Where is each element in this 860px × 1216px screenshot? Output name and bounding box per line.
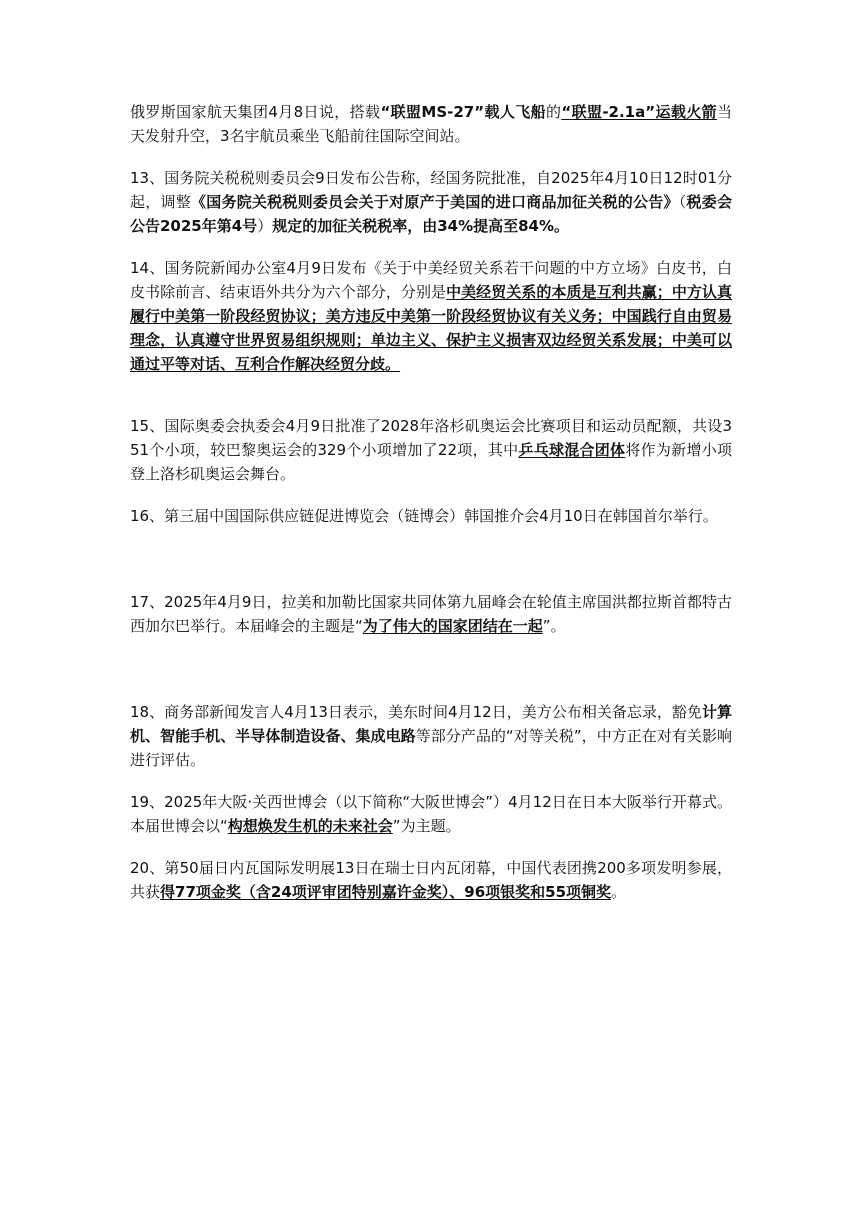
text-run: 乒乓球混合团体 — [518, 441, 626, 459]
text-run: 的 — [545, 103, 562, 121]
text-run: ”。 — [542, 617, 566, 635]
paragraph-17-celac-summit — [130, 590, 732, 638]
paragraph-18-tariff-exemption — [130, 700, 732, 772]
text-run: 20、第50届日内瓦国际发明展13日在瑞士日内瓦闭幕，中国代表团携200多项发明参展，共获 — [130, 859, 732, 901]
paragraph-soyuz — [130, 100, 732, 148]
text-run: ”为主题。 — [392, 817, 461, 835]
paragraph-19-osaka-expo — [130, 790, 732, 838]
text-run: ） — [257, 217, 273, 235]
text-run: 将作为新增小项登上洛杉矶奥运会舞台。 — [130, 441, 732, 483]
text-run: 构想焕发生机的未来社会 — [227, 817, 393, 835]
text-run: 为了伟大的国家团结在一起 — [362, 617, 543, 635]
paragraph-20-geneva-inventions — [130, 856, 732, 904]
text-run: 俄罗斯国家航天集团4月8日说，搭载 — [130, 103, 381, 121]
document-body — [130, 100, 732, 904]
paragraph-13-tariff-notice — [130, 166, 732, 238]
text-run: 得77项金奖（含24项评审团特别嘉许金奖）、96项银奖和55项铜奖 — [160, 883, 612, 901]
text-run: “联盟-2.1a”运载火箭 — [561, 103, 717, 121]
text-run: 等部分产品的“对等关税”，中方正在对有关影响进行评估。 — [130, 727, 732, 769]
text-run: “联盟MS-27”载人飞船 — [380, 103, 546, 121]
text-run: 。 — [611, 883, 627, 901]
text-run: 17、2025年4月9日，拉美和加勒比国家共同体第九届峰会在轮值主席国洪都拉斯首都特古西加尔巴举行。本届峰会的主题是“ — [130, 593, 732, 635]
text-run: （ — [678, 193, 687, 211]
text-run: 《国务院关税税则委员会关于对原产于美国的进口商品加征关税的公告》 — [190, 193, 679, 211]
text-run: 16、第三届中国国际供应链促进博览会（链博会）韩国推介会4月10日在韩国首尔举行。 — [130, 507, 718, 525]
text-run: 19、2025年大阪·关西世博会（以下简称“大阪世博会”）4月12日在日本大阪举行开幕式。本届世博会以“ — [130, 793, 732, 835]
text-run: 当天发射升空，3名宇航员乘坐飞船前往国际空间站。 — [130, 103, 732, 145]
text-run: 13、国务院关税税则委员会9日发布公告称，经国务院批准，自2025年4月10日12时01分起，调整 — [130, 169, 732, 211]
paragraph-15-olympics — [130, 414, 732, 486]
paragraph-16-supply-chain-expo — [130, 504, 732, 528]
text-run: 18、商务部新闻发言人4月13日表示，美东时间4月12日，美方公布相关备忘录，豁免 — [130, 703, 702, 721]
text-run: 规定的加征关税税率，由34%提高至84%。 — [272, 217, 570, 235]
paragraph-14-white-paper — [130, 256, 732, 376]
text-run: 14、国务院新闻办公室4月9日发布《关于中美经贸关系若干问题的中方立场》白皮书，白皮书除前言、结束语外共分为六个部分，分别是 — [130, 259, 732, 301]
text-run: 税委会公告2025年第4号 — [130, 193, 732, 235]
text-run: 15、国际奥委会执委会4月9日批准了2028年洛杉矶奥运会比赛项目和运动员配额，共设351个小项，较巴黎奥运会的329个小项增加了22项，其中 — [130, 417, 732, 459]
text-run: 中美经贸关系的本质是互利共赢；中方认真履行中美第一阶段经贸协议；美方违反中美第一阶段经贸协议有关义务；中国践行自由贸易理念，认真遵守世界贸易组织规则；单边主义、保护主义损害双边经贸关系发展；中美可以通过平等对话、互利合作解决经贸分歧。 — [130, 283, 732, 373]
text-run: 计算机、智能手机、半导体制造设备、集成电路 — [130, 703, 732, 745]
